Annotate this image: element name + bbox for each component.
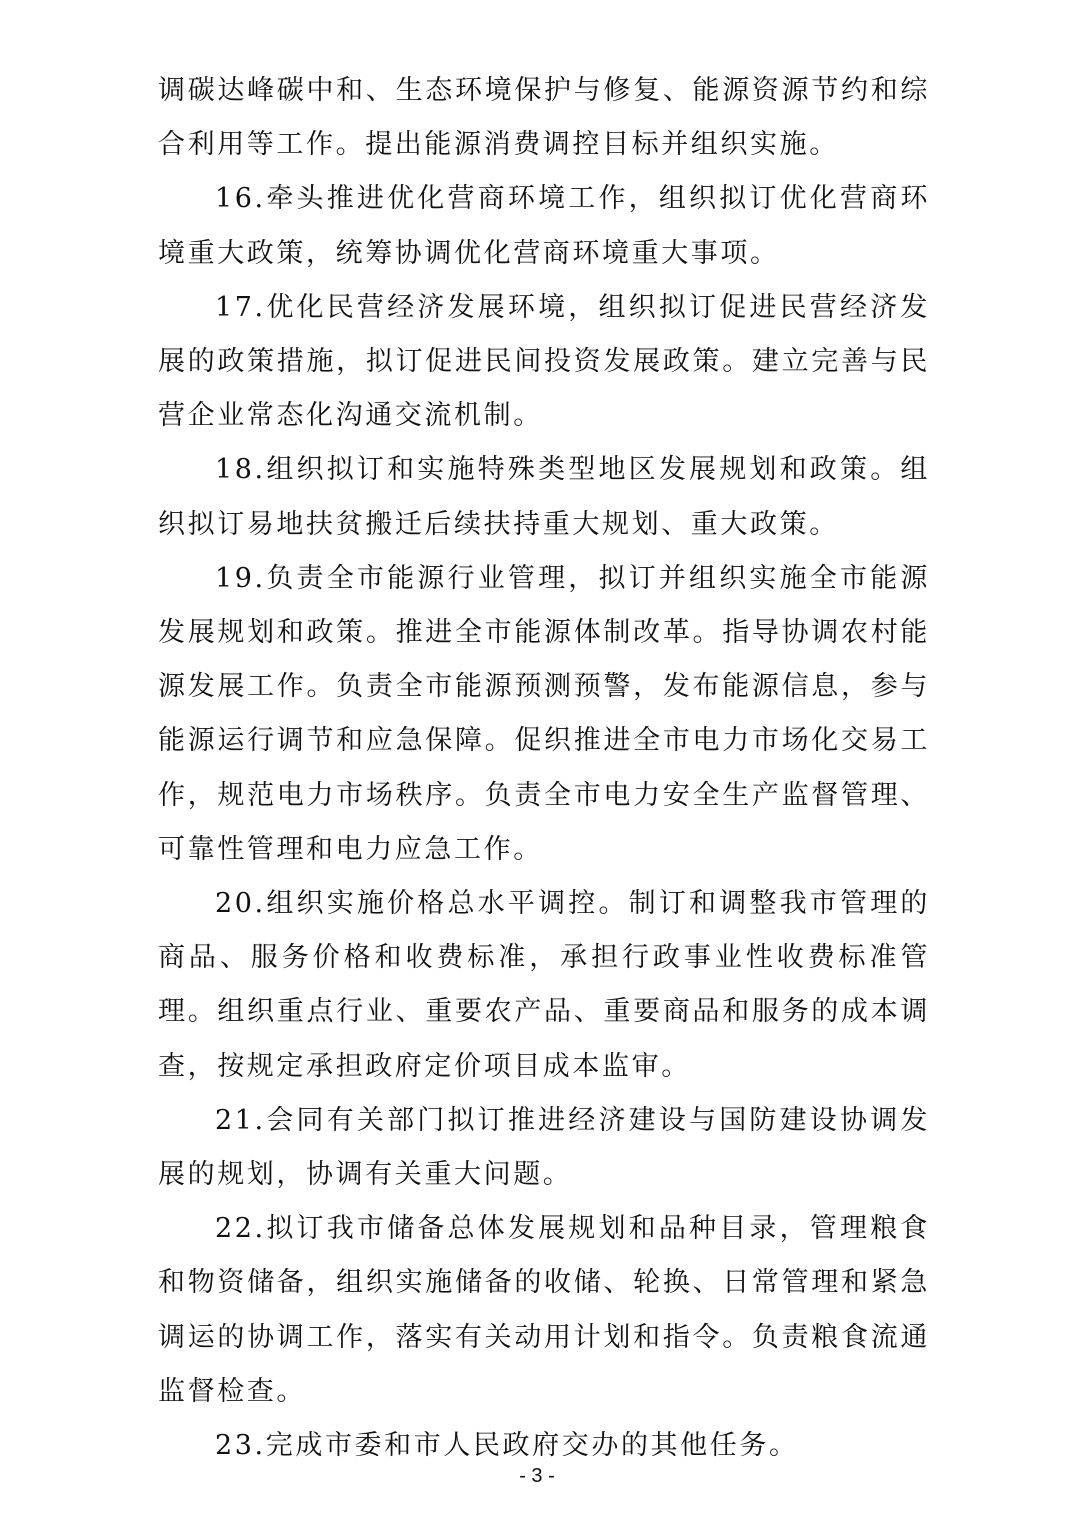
- paragraph-item-17: 17.优化民营经济发展环境，组织拟订促进民营经济发展的政策措施，拟订促进民间投资发展政策。建立完善与民营企业常态化沟通交流机制。: [158, 291, 930, 432]
- paragraph-continued: 调碳达峰碳中和、生态环境保护与修复、能源资源节约和综合利用等工作。提出能源消费调控目标并组织实施。: [158, 75, 930, 161]
- page-number: - 3 -: [519, 1465, 555, 1487]
- document-body: [158, 64, 930, 1473]
- paragraph-item-22: 22.拟订我市储备总体发展规划和品种目录，管理粮食和物资储备，组织实施储备的收储、轮换、日常管理和紧急调运的协调工作，落实有关动用计划和指令。负责粮食流通监督检查。: [158, 1213, 930, 1407]
- paragraph-item-16: 16.牵头推进优化营商环境工作，组织拟订优化营商环境重大政策，统筹协调优化营商环境重大事项。: [158, 183, 930, 269]
- paragraph-item-21: 21.会同有关部门拟订推进经济建设与国防建设协调发展的规划，协调有关重大问题。: [158, 1104, 930, 1191]
- paragraph-item-20: 20.组织实施价格总水平调控。制订和调整我市管理的商品、服务价格和收费标准，承担行政事业性收费标准管理。组织重点行业、重要农产品、重要商品和服务的成本调查，按规定承担政府定价项目成本监审。: [158, 888, 930, 1082]
- paragraph-item-23: 23.完成市委和市人民政府交办的其他任务。: [215, 1430, 799, 1462]
- paragraph-item-18: 18.组织拟订和实施特殊类型地区发展规划和政策。组织拟订易地扶贫搬迁后续扶持重大规划、重大政策。: [158, 454, 930, 540]
- paragraph-item-19: 19.负责全市能源行业管理，拟订并组织实施全市能源发展规划和政策。推进全市能源体制改革。指导协调农村能源发展工作。负责全市能源预测预警，发布能源信息，参与能源运行调节和应急保障。促织推进全市电力市场化交易工作，规范电力市场秩序。负责全市电力安全生产监督管理、可靠性管理和电力应急工作。: [158, 562, 930, 865]
